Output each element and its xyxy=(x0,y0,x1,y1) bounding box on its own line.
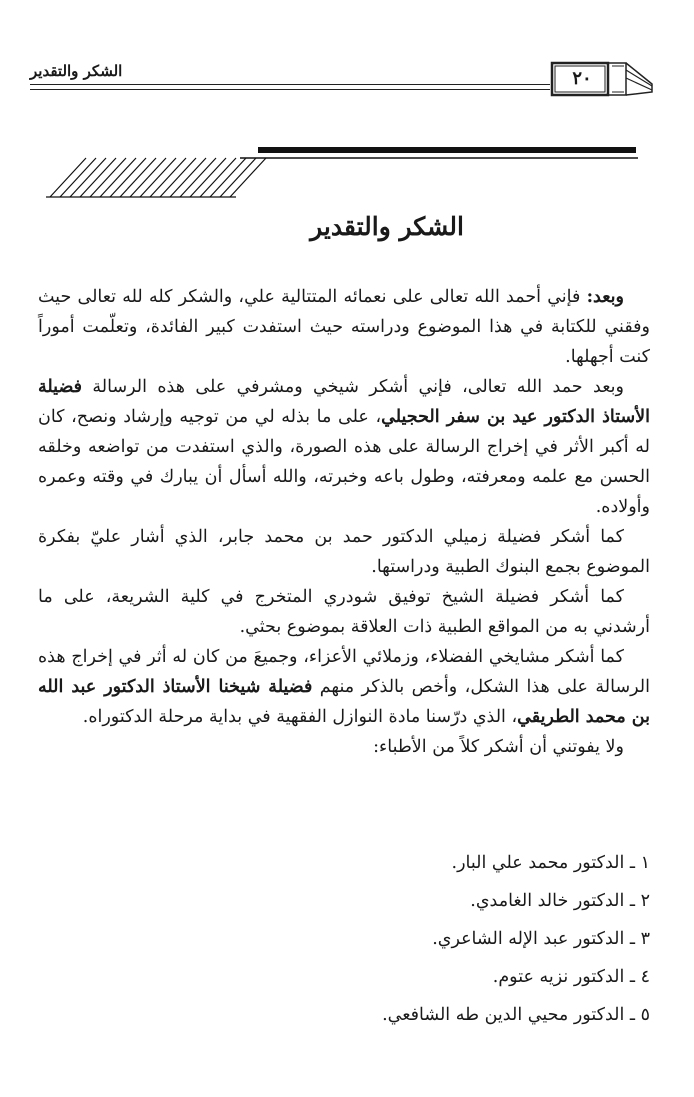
header-rule-secondary xyxy=(30,89,550,90)
page-number: ٢٠ xyxy=(572,68,592,89)
paragraph-sheikh: كما أشكر فضيلة الشيخ توفيق شودري المتخرج في كلية الشريعة، على ما أرشدني به من المواقع الطبية ذات العلاقة بموضوع بحثي. xyxy=(38,587,650,637)
paragraph-doctors-intro: ولا يفوتني أن أشكر كلاً من الأطباء: xyxy=(373,737,624,757)
chapter-title-text: الشكر والتقدير xyxy=(310,212,464,241)
paragraph-text: وبعد حمد الله تعالى، فإني أشكر شيخي ومشرفي على هذه الرسالة xyxy=(82,377,624,397)
paragraph-supervisor xyxy=(38,372,650,522)
paragraph-teachers xyxy=(38,642,650,732)
paragraph-text: فإني أحمد الله تعالى على نعمائه المتتالية علي، والشكر كله لله تعالى حيث وفقني للكتابة في هذا الموضوع ودراسته حيث استفدت كبير الفائدة، وتعلّمت أموراً كنت أجهلها. xyxy=(38,287,650,367)
paragraph-text: ، الذي درّسنا مادة النوازل الفقهية في بداية مرحلة الدكتوراه. xyxy=(82,707,518,727)
list-item: ١ ـ الدكتور محمد علي البار. xyxy=(451,853,650,873)
paragraph-text: ، على ما بذله لي من توجيه وإرشاد ونصح، كان له أكبر الأثر في إخراج الرسالة على هذه الصورة، والذي استفدت من تواضعه وخلقه الحسن مع علمه ومعرفته، وطول باعه وخبرته، والله أسأل أن يبارك في وقته وعمره وأولاده. xyxy=(38,407,650,517)
paragraph-text: كما أشكر مشايخي الفضلاء، وزملائي الأعزاء، وجميعَ من كان له أثر في إخراج هذه الرسالة على هذا الشكل، وأخص بالذكر منهم xyxy=(38,647,650,697)
list-item: ٣ ـ الدكتور عبد الإله الشاعري. xyxy=(432,929,650,949)
paragraph-intro xyxy=(38,282,650,372)
list-item: ٢ ـ الدكتور خالد الغامدي. xyxy=(470,891,650,911)
doctors-list xyxy=(250,846,650,1036)
list-item: ٤ ـ الدكتور نزيه عتوم. xyxy=(492,967,650,987)
chapter-title xyxy=(0,212,694,241)
supervisor-name: فضيلة الأستاذ الدكتور عيد بن سفر الحجيلي xyxy=(38,377,651,427)
body-text xyxy=(38,282,650,762)
header-rule xyxy=(30,84,550,85)
chapter-ornament xyxy=(40,145,640,205)
list-item: ٥ ـ الدكتور محيي الدين طه الشافعي. xyxy=(382,1005,650,1025)
paragraph-lead: وبعد: xyxy=(586,287,624,307)
running-title: الشكر والتقدير xyxy=(30,62,123,80)
paragraph-colleague: كما أشكر فضيلة زميلي الدكتور حمد بن محمد جابر، الذي أشار عليّ بفكرة الموضوع بجمع البنوك الطبية ودراستها. xyxy=(38,527,650,577)
teacher-name: فضيلة شيخنا الأستاذ الدكتور عبد الله بن محمد الطريقي xyxy=(38,677,650,727)
